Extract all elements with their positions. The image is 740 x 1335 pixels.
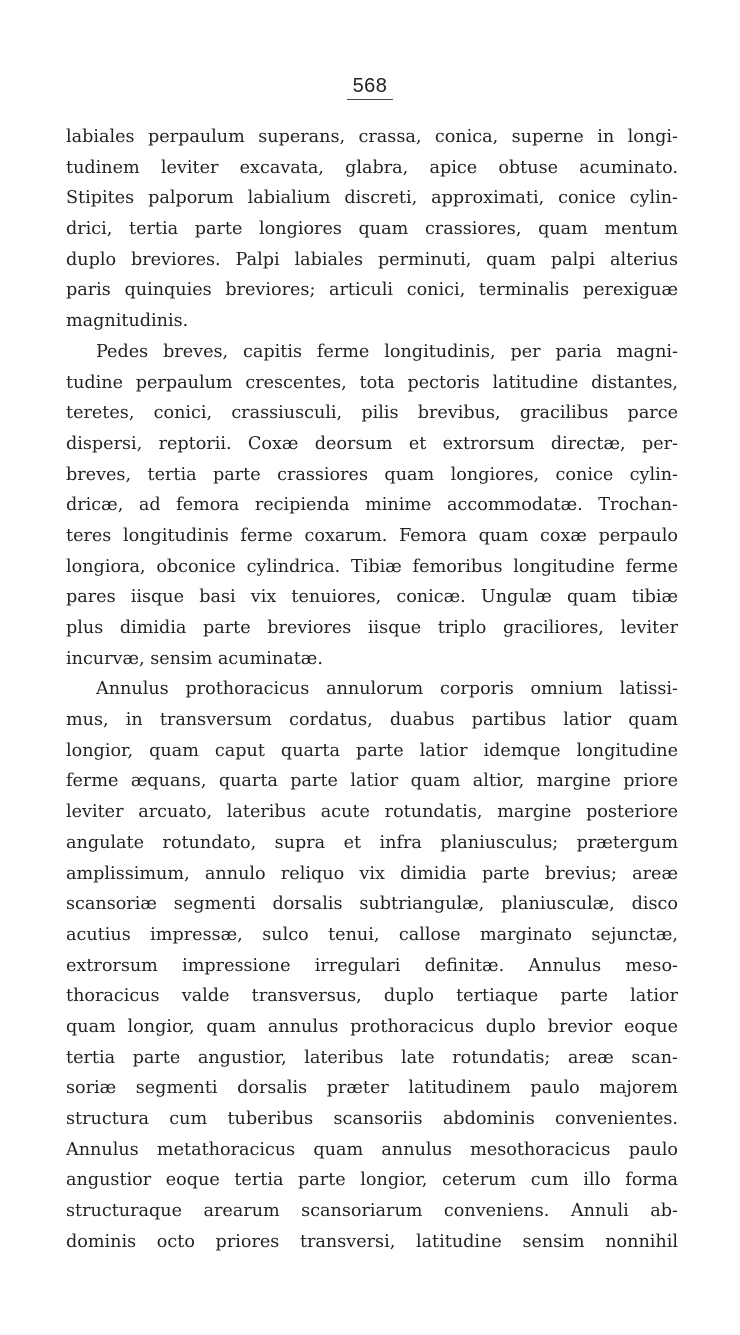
text-line: structura cum tuberibus scansoriis abdominis convenientes. (66, 1109, 678, 1129)
text-line: incurvæ, sensim acuminatæ. (66, 648, 323, 669)
text-line: pares iisque basi vix tenuiores, conicæ. Ungulæ quam tibiæ (66, 587, 678, 608)
text-line: acutius impressæ, sulco tenui, callose marginato sejunctæ, (66, 924, 678, 945)
text-line: tudinem leviter excavata, glabra, apice obtuse acuminato. (66, 157, 678, 178)
text-line: magnitudinis. (66, 311, 189, 332)
body-text (66, 122, 678, 1257)
text-line: amplissimum, annulo reliquo vix dimidia parte brevius; areæ (66, 863, 678, 884)
text-line: paris quinquies breviores; articuli conici, terminalis perexiguæ (66, 280, 678, 301)
text-line: plus dimidia parte breviores iisque triplo graciliores, leviter (66, 618, 678, 638)
text-line: dominis octo priores transversi, latitudine sensim nonnihil (66, 1231, 678, 1252)
text-line: longiora, obconice cylindrica. Tibiæ femoribus longitudine ferme (66, 556, 678, 577)
text-line: dispersi, reptorii. Coxæ deorsum et extrorsum directæ, per- (66, 433, 678, 454)
text-line: breves, tertia parte crassiores quam longiores, conice cylin- (66, 464, 678, 485)
text-line: duplo breviores. Palpi labiales perminuti, quam palpi alterius (66, 249, 678, 270)
text-line: mus, in transversum cordatus, duabus partibus latior quam (66, 710, 678, 731)
text-line: soriæ segmenti dorsalis præter latitudinem paulo majorem (66, 1078, 678, 1099)
text-line: scansoriæ segmenti dorsalis subtriangulæ, planiusculæ, disco (66, 894, 678, 915)
text-line: Annulus prothoracicus annulorum corporis omnium latissi- (96, 679, 678, 700)
page-number-text: 568 (347, 75, 394, 100)
text-line: ferme æquans, quarta parte latior quam altior, margine priore (66, 771, 678, 792)
text-line: longior, quam caput quarta parte latior idemque longitudine (66, 740, 678, 761)
page-number (0, 75, 740, 100)
text-line: teretes, conici, crassiusculi, pilis brevibus, gracilibus parce (66, 403, 678, 424)
text-line: leviter arcuato, lateribus acute rotundatis, margine posteriore (66, 802, 678, 823)
text-line: angulate rotundato, supra et infra planiusculus; prætergum (66, 832, 678, 853)
text-line: Annulus metathoracicus quam annulus mesothoracicus paulo (66, 1139, 678, 1160)
text-line: extrorsum impressione irregulari definitæ. Annulus meso- (66, 955, 678, 976)
text-line: structuraque arearum scansoriarum conveniens. Annuli ab- (66, 1201, 678, 1222)
text-line: teres longitudinis ferme coxarum. Femora quam coxæ perpaulo (66, 525, 678, 546)
text-line: tudine perpaulum crescentes, tota pectoris latitudine distantes, (66, 372, 678, 393)
text-line: tertia parte angustior, lateribus late rotundatis; areæ scan- (66, 1047, 678, 1068)
text-line: angustior eoque tertia parte longior, ceterum cum illo forma (66, 1170, 678, 1191)
text-line: labiales perpaulum superans, crassa, conica, superne in longi- (66, 127, 678, 147)
text-line: thoracicus valde transversus, duplo tertiaque parte latior (66, 986, 678, 1007)
text-line: dricæ, ad femora recipienda minime accommodatæ. Trochan- (66, 495, 678, 516)
text-line: quam longior, quam annulus prothoracicus duplo brevior eoque (66, 1016, 678, 1037)
text-line: Stipites palporum labialium discreti, approximati, conice cylin- (66, 188, 678, 209)
text-line: Pedes breves, capitis ferme longitudinis, per paria magni- (96, 341, 678, 362)
text-line: drici, tertia parte longiores quam crassiores, quam mentum (66, 219, 678, 240)
